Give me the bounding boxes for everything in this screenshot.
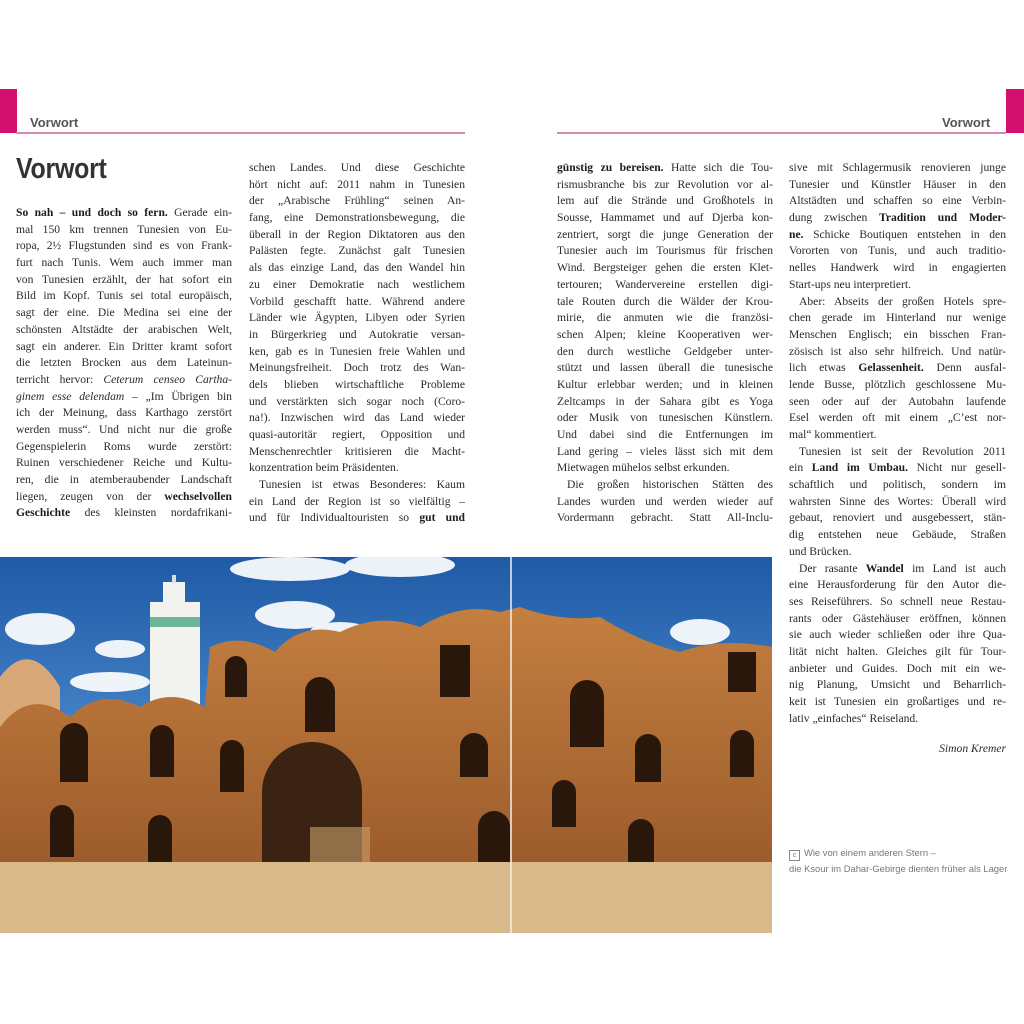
text-line (557, 410, 773, 427)
text-line (557, 193, 773, 210)
text-line (789, 594, 1006, 611)
text-line (789, 611, 1006, 628)
text-segment: werden muss“. Und nicht nur die große (16, 422, 232, 436)
text-line (557, 344, 773, 361)
bold-text: günstig zu bereisen. (557, 161, 664, 174)
text-line (249, 477, 465, 494)
text-segment: der „Arabische Frühling“ seinen An- (249, 194, 465, 208)
text-segment: schen Alpen; kleine Kooperativen wer- (557, 327, 773, 341)
bold-text: ne. (789, 227, 804, 241)
text-segment: quasi-autoritär regiert, Opposition und (249, 428, 465, 441)
text-line (789, 193, 1006, 210)
text-line (789, 627, 1006, 644)
text-line (249, 277, 465, 294)
text-line (789, 527, 1006, 544)
text-segment: dig entstehen neue Gebäude, Straßen (789, 528, 1006, 542)
text-line (557, 277, 773, 294)
text-segment: anbieter und Guides. Doch mit ein we- (789, 661, 1006, 675)
bold-text: gut und (409, 511, 465, 525)
text-segment: lität nicht halten. Gleiches gilt für Tour- (789, 644, 1006, 658)
text-segment: – „Im Übrigen bin (124, 389, 232, 403)
bold-text: Gelassenheit. (845, 361, 924, 375)
text-segment: in Bürgerkrieg und Autokratie versan- (249, 327, 465, 341)
text-line (557, 377, 773, 394)
text-segment: tertouren; Wandervereine erstellen digi- (557, 277, 773, 291)
text-segment: nelles Handwerk wird in engagierten (789, 261, 1006, 275)
text-line (789, 394, 1006, 411)
text-segment: ren, die in atemberaubender Landschaft (16, 473, 232, 486)
text-segment: dung zwischen (789, 211, 868, 225)
text-line (16, 322, 232, 339)
text-line (16, 222, 232, 239)
text-segment: Altstädten und schaffen so eine Verbin- (789, 194, 1006, 208)
running-head-right: Vorwort (942, 115, 991, 130)
text-segment: chen gerade im Hinterland nur wenige (789, 311, 1006, 325)
text-segment: Vorbild geschafft hatte. Während andere (249, 294, 465, 308)
text-line (249, 394, 465, 411)
text-line (789, 210, 1006, 227)
page-title: Vorwort (16, 153, 107, 185)
text-line (789, 177, 1006, 194)
text-line (249, 460, 465, 477)
text-line (249, 227, 465, 244)
text-column-3 (557, 160, 773, 527)
text-line (16, 355, 232, 372)
text-segment: Start-ups neu interpretiert. (789, 277, 912, 291)
text-segment: lich etwas (789, 361, 846, 375)
text-segment: Palästen fegte. Zunächst galt Tunesien (249, 244, 465, 258)
text-line (557, 310, 773, 327)
photo-caption (789, 845, 1007, 877)
text-line (789, 644, 1006, 661)
text-segment: des kleinsten nordafrikani- (70, 506, 232, 520)
text-line (16, 439, 232, 456)
bold-text: Land im Umbau. (803, 461, 908, 475)
text-column-1 (16, 205, 232, 522)
text-line (789, 460, 1006, 477)
text-segment: und für Individualtouristen so (249, 511, 410, 525)
text-segment: oder Musik von tunesischen Künstlern. (557, 411, 773, 425)
running-head-left: Vorwort (30, 115, 79, 130)
text-line (249, 510, 465, 527)
text-segment: Denn ausfal- (923, 361, 1006, 375)
sand-ground (0, 862, 772, 933)
text-segment: Und dabei sind die Entfernungen im (557, 428, 773, 441)
text-line (557, 327, 773, 344)
text-segment: Zeltcamps in der Sahara gibt es Yoga (557, 394, 773, 408)
text-segment: nig Planung, Umsicht und Beharrlich- (789, 678, 1006, 692)
text-line (16, 422, 232, 439)
text-line (789, 327, 1006, 344)
text-segment: sie auch wieder schließen oder ihre Qua- (789, 628, 1006, 642)
text-segment: lende Busse, plötzlich geschlossene Mu- (789, 377, 1006, 391)
text-segment: tale Routen durch die Wälder der Krou- (557, 294, 773, 308)
text-segment: mirie, die anmuten wie die französi- (557, 311, 773, 325)
text-line (789, 677, 1006, 694)
text-line (789, 577, 1006, 594)
text-line (16, 255, 232, 272)
text-line (789, 694, 1006, 711)
text-segment: von Tunesien erzählt, der hat sofort ein (16, 272, 232, 286)
text-line (557, 477, 773, 494)
text-line (557, 260, 773, 277)
text-segment: ropa, 2½ Flugstunden sind es von Frank- (16, 239, 232, 253)
bold-text: Wandel (857, 561, 904, 575)
text-segment: im Land ist auch (903, 561, 1007, 575)
text-line (789, 444, 1006, 461)
text-line (16, 455, 232, 472)
text-segment: hört nicht auf: 2011 nahm in Tunesien (249, 177, 465, 191)
text-line (557, 444, 773, 461)
text-line (789, 661, 1006, 678)
text-segment: sagt der eine. Die Medina sei eine der (16, 306, 232, 320)
text-segment: eine Herausforderung für den Autor die- (789, 578, 1006, 592)
text-line (557, 360, 773, 377)
author-signature: Simon Kremer (939, 742, 1006, 755)
text-segment: ein (789, 461, 804, 475)
text-segment: rants oder Gästehäuser eröffnen, können (789, 611, 1006, 625)
text-line (249, 377, 465, 394)
text-line (249, 294, 465, 311)
text-segment: Meinungsfreiheit. Doch trotz des Wan- (249, 361, 465, 375)
text-line (789, 277, 1006, 294)
text-segment: seen oder auf der Autobahn laufende (789, 394, 1006, 408)
text-line (557, 227, 773, 244)
text-line (16, 272, 232, 289)
text-segment: Sousse, Hammamet und auf Djerba kon- (557, 211, 773, 225)
text-line (557, 510, 773, 527)
text-line (16, 205, 232, 222)
text-segment: liegen, zeugen von der (16, 489, 152, 503)
text-segment: Wind. Bergsteiger gehen die ersten Klet- (557, 261, 773, 275)
photo-reference-icon: c (789, 850, 800, 861)
text-line (16, 389, 232, 406)
bold-text: Geschichte (16, 506, 71, 520)
text-line (249, 210, 465, 227)
text-line (249, 327, 465, 344)
text-line (249, 494, 465, 511)
text-segment: Landes wurden und werden wieder auf (557, 494, 773, 508)
text-segment: wahrsten Sinne des Wortes: Überall wird (789, 494, 1006, 508)
text-segment: Vordermann gebracht. Statt All-Inclu- (557, 511, 773, 525)
text-segment: Menschen Englisch; ein bisschen Fran- (789, 327, 1006, 341)
text-segment: terricht hervor: (16, 372, 94, 386)
header-rule-left (16, 132, 465, 134)
text-line (249, 444, 465, 461)
italic-text: ginem esse delendam (16, 389, 125, 403)
text-line (249, 427, 465, 444)
text-line (789, 561, 1006, 578)
text-segment: Schicke Boutiquen entstehen in den (803, 227, 1006, 241)
text-line (557, 177, 773, 194)
text-line (789, 360, 1006, 377)
text-segment: fang, eine Demonstrationsbewegung, die (249, 211, 465, 225)
text-segment: schönsten Altstädte der arabischen Welt, (16, 322, 232, 336)
text-segment: stützt und lassen überall die tunesische (557, 361, 773, 375)
text-line (557, 494, 773, 511)
text-line (249, 193, 465, 210)
text-segment: und Brücken. (789, 544, 852, 558)
text-segment: ken, gab es in Tunesien freie Wahlen und (249, 344, 465, 358)
text-line (789, 510, 1006, 527)
text-segment: sive mit Schlagermusik renovieren junge (789, 161, 1006, 174)
text-segment: ein Land der Region ist so vielfältig – (249, 494, 465, 508)
text-line (557, 427, 773, 444)
text-line (557, 294, 773, 311)
text-line (557, 243, 773, 260)
text-line (789, 427, 1006, 444)
text-segment: Die großen historischen Stätten des (567, 478, 773, 492)
text-line (16, 238, 232, 255)
text-line (16, 489, 232, 506)
text-segment: Der rasante (799, 561, 858, 575)
text-line (16, 372, 232, 389)
text-segment: mal“ kommentiert. (789, 428, 877, 441)
text-line (557, 394, 773, 411)
text-line (249, 410, 465, 427)
text-segment: dels blieben wirtschaftliche Probleme (249, 377, 465, 391)
chapter-tab-right (1006, 89, 1024, 133)
text-segment: gebaut, renoviert und ausgebessert, stän- (789, 511, 1006, 525)
text-segment: ich der Meinung, dass Karthago zerstört (16, 406, 232, 420)
text-line (16, 288, 232, 305)
text-line (16, 305, 232, 322)
text-segment: Ruinen verschiedener Reiche und Kultu- (16, 456, 232, 470)
text-segment: rismusbranche bis zur Revolution vor al- (557, 177, 773, 191)
text-segment: schen Landes. Und diese Geschichte (249, 161, 465, 174)
text-segment: Tunesien ist etwas Besonderes: Kaum (259, 478, 465, 492)
text-segment: als das einzige Land, das den Wandel hin (249, 261, 465, 275)
text-line (249, 260, 465, 277)
header-rule-right (557, 132, 1006, 134)
text-line (789, 294, 1006, 311)
text-segment: Kultur erlebbar werden; und in kleinen (557, 377, 773, 391)
text-line (249, 177, 465, 194)
chapter-tab-left (0, 89, 17, 133)
text-line (789, 160, 1006, 177)
text-segment: lem auf die Strände und Großhotels in (557, 194, 773, 208)
text-segment: Land gering – vieles lässt sich mit dem (557, 444, 773, 458)
bold-text: Tradition und Moder- (867, 211, 1006, 225)
text-segment: mal 150 km trennen Tunesien von Eu- (16, 222, 232, 236)
text-line (16, 339, 232, 356)
text-line (557, 460, 773, 477)
text-segment: lativ „einfaches“ Reiseland. (789, 711, 919, 725)
text-line (789, 544, 1006, 561)
text-segment: keit ist Tunesien ein großartiges und re- (789, 695, 1006, 708)
text-segment: Tunesier auch im Tourismus für frischen (557, 244, 773, 258)
text-segment: Tunesien ist seit der Revolution 2011 (799, 444, 1006, 458)
text-line (789, 260, 1006, 277)
text-line (249, 310, 465, 327)
caption-line-1: Wie von einem anderen Stern – (804, 847, 936, 858)
text-line (249, 360, 465, 377)
text-line (789, 711, 1006, 728)
text-segment: na!). Inzwischen wird das Land wieder (249, 411, 465, 425)
text-segment: furt nach Tunis. Wem auch immer man (16, 256, 232, 270)
text-segment: Gerade ein- (167, 206, 232, 219)
text-column-2 (249, 160, 465, 527)
text-segment: Bild im Kopf. Tunis sei total europäisch, (16, 289, 232, 303)
text-line (16, 472, 232, 489)
text-line (249, 243, 465, 260)
text-segment: Mietwagen mühelos selbst erkunden. (557, 461, 730, 475)
text-line (557, 210, 773, 227)
text-segment: zösisch ist also sehr hilfreich. Und natür- (789, 344, 1006, 358)
text-segment: sagt ein anderer. Ein Dritter kramt sofort (16, 339, 232, 353)
text-line (249, 160, 465, 177)
caption-line-2: die Ksour im Dahar-Gebirge dienten früher als Lager (789, 863, 1008, 874)
ksour-photo (0, 557, 772, 933)
text-segment: Gegenspielerin Roms wurde zerstört: (16, 439, 232, 453)
text-line (249, 344, 465, 361)
text-segment: Tunesier und Künstler Häuser in den (789, 177, 1006, 191)
text-column-4 (789, 160, 1006, 727)
text-segment: die letzten Brocken aus dem Lateinun- (16, 356, 232, 370)
text-segment: überall in der Region Diktatoren aus den (249, 227, 465, 241)
text-segment: Menschenrechtler kritisieren die Macht- (249, 444, 465, 458)
text-segment: Aber: Abseits der großen Hotels spre- (799, 294, 1006, 308)
text-line (789, 243, 1006, 260)
text-line (789, 410, 1006, 427)
text-segment: zu einer Demokratie nach westlichem (249, 277, 465, 291)
text-line (789, 227, 1006, 244)
text-line (789, 494, 1006, 511)
text-segment: Länder wie Ägypten, Libyen oder Syrien (249, 311, 465, 325)
text-line (16, 505, 232, 522)
text-segment: Nicht nur gesell- (908, 461, 1007, 475)
text-segment: den durch westliche Geldgeber unter- (557, 344, 773, 358)
text-line (789, 344, 1006, 361)
bold-text: So nah – und doch so fern. (16, 206, 168, 219)
bold-text: wechselvollen (151, 489, 232, 503)
text-segment: konzentration beim Präsidenten. (249, 461, 399, 475)
text-segment: Vororten von Tunis, und auch traditio- (789, 244, 1006, 258)
italic-text: Ceterum censeo Cartha- (93, 372, 232, 386)
text-segment: zentriert, sorgt die junge Generation der (557, 227, 773, 241)
text-line (789, 377, 1006, 394)
text-segment: ses Reiseführers. So schnell neue Restau- (789, 594, 1006, 608)
text-segment: Esel werden oft mit einem „C’est nor- (789, 411, 1006, 425)
text-line (789, 477, 1006, 494)
text-segment: Hatte sich die Tou- (663, 161, 773, 174)
text-line (16, 405, 232, 422)
text-line (789, 310, 1006, 327)
text-segment: schaftlich und politisch, sondern im (789, 478, 1006, 492)
text-segment: und verstärkten sich sogar noch (Coro- (249, 394, 465, 408)
text-line (557, 160, 773, 177)
